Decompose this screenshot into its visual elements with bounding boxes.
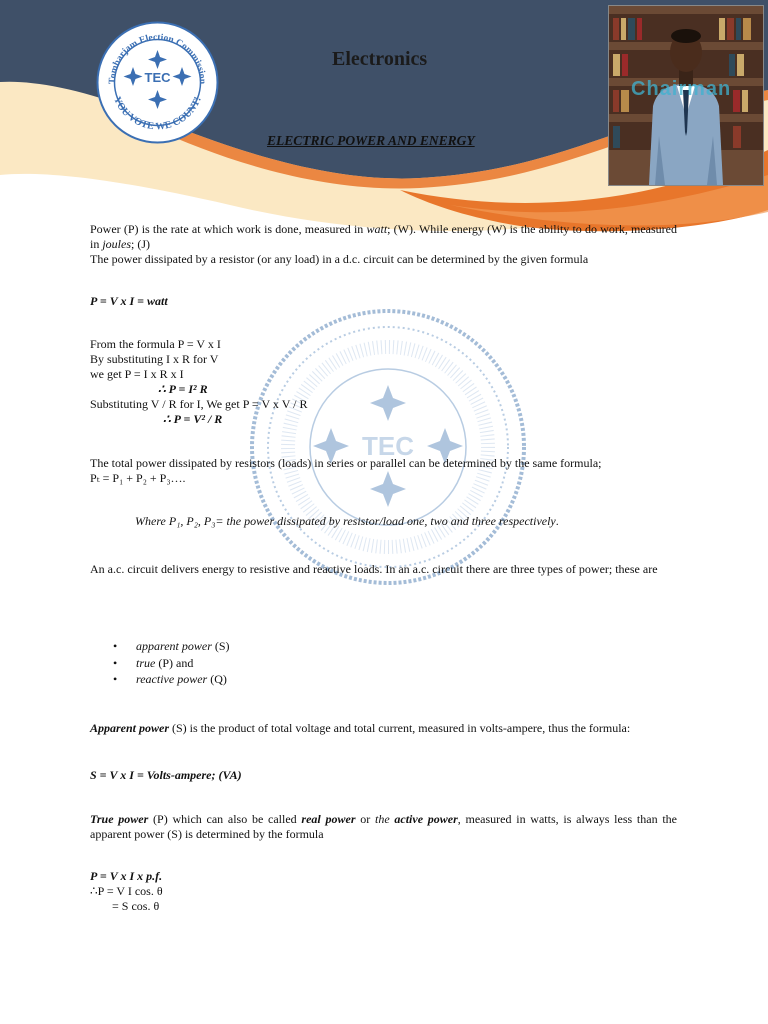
true-power-paragraph: True power (P) which can also be called real power or the active power, measured in watts, is always less than the apparent power (S) is determined by the formula bbox=[90, 812, 677, 841]
formula-p-vipf: P = V x I x p.f. bbox=[90, 869, 163, 883]
bullet-icon: • bbox=[113, 655, 118, 670]
svg-text:YOU VOTE WE COUNT!: YOU VOTE WE COUNT! bbox=[111, 95, 204, 133]
list-item: • reactive power (Q) bbox=[113, 672, 227, 686]
chairman-photo bbox=[608, 5, 764, 186]
bullet-icon: • bbox=[113, 639, 118, 653]
series-parallel-sentence: The total power dissipated by resistors (loads) in series or parallel can be determined by the same formula; bbox=[90, 456, 602, 470]
result-i2r: ∴ P = I² R bbox=[158, 382, 208, 396]
seal-watermark bbox=[248, 305, 528, 590]
intro-paragraph: Power (P) is the rate at which work is done, measured in watt; (W). While energy (W) is the ability to do work, measured in joules; (J) bbox=[90, 222, 677, 251]
list-item: • apparent power (S) bbox=[113, 639, 230, 653]
document-title: ELECTRIC POWER AND ENERGY bbox=[267, 133, 475, 148]
formula-s-cos: = S cos. θ bbox=[112, 899, 160, 913]
ac-circuit-paragraph: An a.c. circuit delivers energy to resistive and reactive loads. In an a.c. circuit there are three types of power; these are bbox=[90, 562, 658, 576]
chairman-label: Chairman bbox=[631, 78, 732, 100]
derivation-line-5: Substituting V / R for I, We get P = V x V / R bbox=[90, 397, 308, 411]
where-clause: Where P₁, P₂, P₃= the power dissipated by resistor/load one, two and three respectively. bbox=[135, 514, 559, 528]
svg-text:Tombarjam Election Commission: Tombarjam Election Commission bbox=[107, 32, 208, 85]
subject-title: Electronics bbox=[332, 48, 428, 70]
derivation-line-2: By substituting I x R for V bbox=[90, 352, 219, 366]
commission-logo bbox=[95, 20, 220, 145]
formula-p-vi: P = V x I = watt bbox=[90, 294, 168, 308]
svg-text:TEC: TEC bbox=[362, 431, 414, 461]
apparent-power-sentence: Apparent power (S) is the product of total voltage and total current, measured in volts-ampere, thus the formula: bbox=[90, 721, 631, 735]
list-item: • true (P) and bbox=[113, 655, 194, 670]
total-power-formula: Pₜ = P₁ + P₂ + P₃…. bbox=[90, 471, 186, 485]
derivation-line-1: From the formula P = V x I bbox=[90, 337, 221, 351]
dc-power-sentence: The power dissipated by a resistor (or any load) in a d.c. circuit can be determined by the given formula bbox=[90, 252, 589, 266]
formula-p-vicos: ∴P = V I cos. θ bbox=[90, 884, 163, 898]
derivation-line-3: we get P = I x R x I bbox=[90, 367, 184, 381]
formula-s-vi: S = V x I = Volts-ampere; (VA) bbox=[90, 768, 242, 782]
svg-text:TEC: TEC bbox=[144, 70, 171, 85]
result-v2r: ∴ P = V² / R bbox=[163, 412, 223, 426]
power-types-list bbox=[90, 638, 230, 688]
bullet-icon: • bbox=[113, 672, 118, 686]
